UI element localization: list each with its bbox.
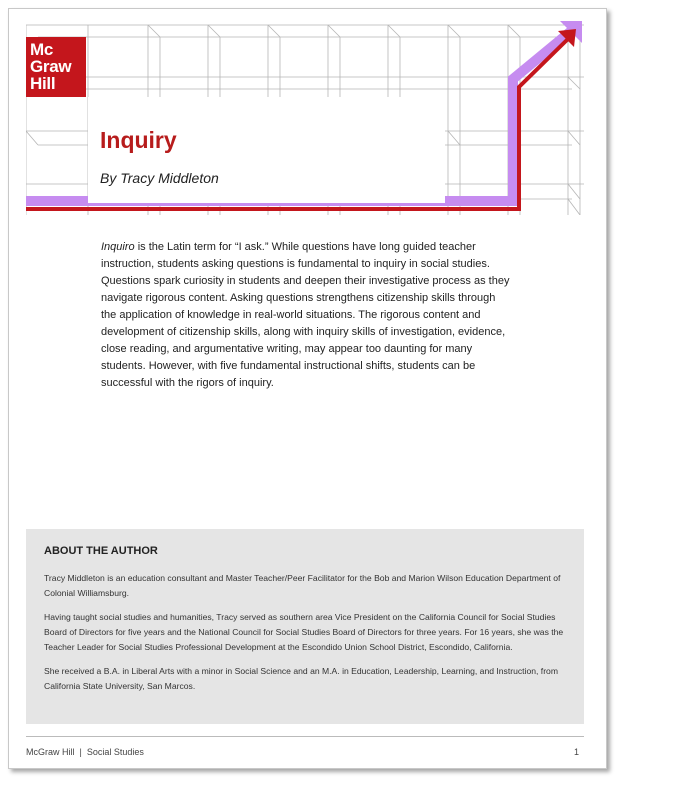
intro-italic-lead: Inquiro: [101, 241, 135, 253]
title-panel: [88, 97, 445, 203]
page-number: 1: [574, 747, 580, 757]
document-page: [8, 8, 607, 769]
logo-line: Mc: [30, 40, 54, 59]
about-author-paragraph: Having taught social studies and humanities, Tracy served as southern area Vice President on the California Council for Social Studies Board of Directors for five years and the National Council for Social Studies Board of Directors for three years. For 16 years, she was the Teacher Leader for Social Studies Professional Development at the Escondido Union School District, Escondido, California.: [44, 612, 564, 652]
footer-divider: [26, 736, 584, 737]
about-author-paragraph: She received a B.A. in Liberal Arts with a minor in Social Science and an M.A. in Education, Leadership, Learning, and Instruction, from California State University, San Marcos.: [44, 666, 558, 691]
intro-paragraph: [101, 239, 511, 392]
logo-line: Graw: [30, 57, 72, 76]
about-author-heading: ABOUT THE AUTHOR: [44, 545, 158, 557]
header-banner: [26, 19, 584, 215]
intro-text: is the Latin term for “I ask.” While questions have long guided teacher instruction, students asking questions is fundamental to inquiry in social studies. Questions spark curiosity in students and deepen their investigative process as they navigate rigorous content. Asking questions strengthens citizenship skills through the application of knowledge in real-world situations. The rigorous content and development of citizenship skills, along with inquiry skills of investigation, evidence, close reading, and argumentative writing, may appear too daunting for many students. However, with five fundamental instructional shifts, students can be successful with the rigors of inquiry.: [101, 241, 510, 389]
logo-line: Hill: [30, 74, 56, 93]
document-title: Inquiry: [100, 127, 177, 153]
footer-publisher: McGraw Hill | Social Studies: [26, 747, 144, 757]
about-author-paragraph: Tracy Middleton is an education consultant and Master Teacher/Peer Facilitator for the Bob and Marion Wilson Education Department of Colonial Williamsburg.: [44, 573, 561, 598]
author-byline: By Tracy Middleton: [100, 170, 219, 186]
mcgraw-hill-logo: [26, 37, 86, 97]
about-author-panel: [26, 529, 584, 724]
